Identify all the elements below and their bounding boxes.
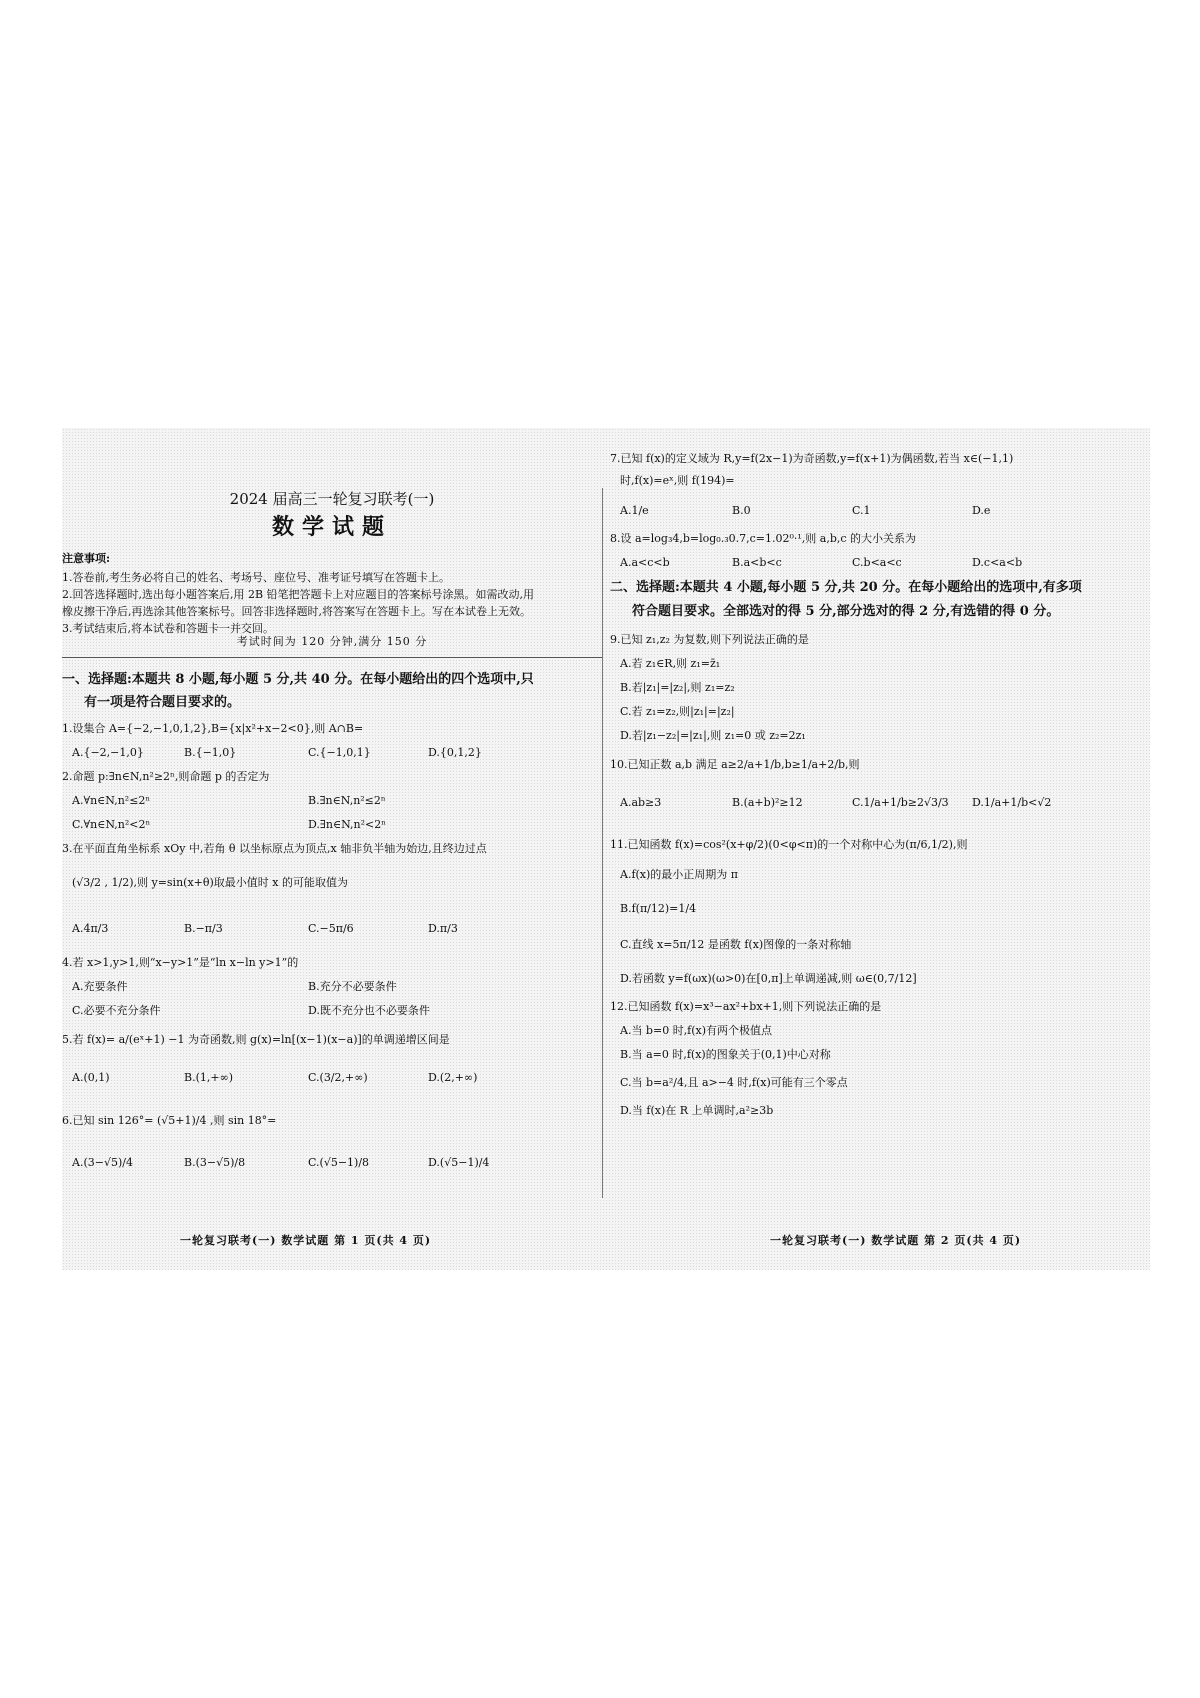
q9-option-d: D.若|z₁−z₂|=|z₁|,则 z₁=0 或 z₂=2z₁ — [620, 729, 806, 742]
exam-subject: 数学试题 — [271, 514, 392, 540]
q4-option-c: C.必要不充分条件 — [72, 1004, 161, 1017]
q11-option-b: B.f(π/12)=1/4 — [620, 902, 697, 915]
q3-option-c: C.−5π/6 — [308, 922, 354, 935]
q10-option-b: B.(a+b)²≥12 — [732, 796, 803, 809]
q4-option-a: A.充要条件 — [72, 980, 128, 993]
q3-stem-cont: (√3/2 , 1/2),则 y=sin(x+θ)取最小值时 x 的可能取值为 — [72, 876, 348, 889]
q3-option-a: A.4π/3 — [72, 922, 109, 935]
page-1-footer: 一轮复习联考(一) 数学试题 第 1 页(共 4 页) — [180, 1234, 432, 1247]
q4-option-b: B.充分不必要条件 — [308, 980, 397, 993]
q12-option-d: D.当 f(x)在 R 上单调时,a²≥3b — [620, 1104, 774, 1117]
note-2-cont: 橡皮擦干净后,再选涂其他答案标号。回答非选择题时,将答案写在答题卡上。写在本试卷上无效。 — [62, 605, 531, 618]
q5-option-c: C.(3/2,+∞) — [308, 1071, 368, 1084]
section-2-heading: 二、选择题:本题共 4 小题,每小题 5 分,共 20 分。在每小题给出的选项中,有多项 — [610, 580, 1082, 595]
q8-option-d: D.c<a<b — [972, 556, 1023, 569]
q11-option-d: D.若函数 y=f(ωx)(ω>0)在[0,π]上单调递减,则 ω∈(0,7/12] — [620, 972, 917, 985]
q9-option-b: B.若|z₁|=|z₂|,则 z₁=z₂ — [620, 681, 735, 694]
q11-option-a: A.f(x)的最小正周期为 π — [620, 868, 739, 881]
q10-stem: 10.已知正数 a,b 满足 a≥2/a+1/b,b≥1/a+2/b,则 — [610, 758, 860, 771]
q8-option-c: C.b<a<c — [852, 556, 902, 569]
q8-stem: 8.设 a=log₃4,b=log₀.₃0.7,c=1.02⁰·¹,则 a,b,c 的大小关系为 — [610, 532, 917, 545]
q6-option-d: D.(√5−1)/4 — [428, 1156, 490, 1169]
q1-option-c: C.{−1,0,1} — [308, 746, 371, 759]
q11-option-c: C.直线 x=5π/12 是函数 f(x)图像的一条对称轴 — [620, 938, 852, 951]
q6-option-b: B.(3−√5)/8 — [184, 1156, 246, 1169]
q8-option-a: A.a<c<b — [620, 556, 670, 569]
q7-option-c: C.1 — [852, 504, 871, 517]
q12-option-b: B.当 a=0 时,f(x)的图象关于(0,1)中心对称 — [620, 1048, 831, 1061]
exam-time: 考试时间为 120 分钟,满分 150 分 — [236, 635, 428, 648]
q10-option-d: D.1/a+1/b<√2 — [972, 796, 1052, 809]
q5-option-a: A.(0,1) — [72, 1071, 110, 1084]
q5-stem: 5.若 f(x)= a/(eˣ+1) −1 为奇函数,则 g(x)=ln[(x−1)(x−a)]的单调递增区间是 — [62, 1033, 450, 1046]
q12-option-c: C.当 b=a²/4,且 a>−4 时,f(x)可能有三个零点 — [620, 1076, 848, 1089]
page-2 — [610, 428, 1150, 1270]
page-divider — [602, 488, 603, 1198]
q9-option-c: C.若 z₁=z₂,则|z₁|=|z₂| — [620, 705, 735, 718]
q2-option-a: A.∀n∈N,n²≤2ⁿ — [72, 794, 151, 807]
q7-option-d: D.e — [972, 504, 991, 517]
q2-option-c: C.∀n∈N,n²<2ⁿ — [72, 818, 151, 831]
section-2-heading-cont: 符合题目要求。全部选对的得 5 分,部分选对的得 2 分,有选错的得 0 分。 — [632, 604, 1060, 619]
exam-sheet — [62, 428, 1150, 1270]
q3-stem: 3.在平面直角坐标系 xOy 中,若角 θ 以坐标原点为顶点,x 轴非负半轴为始边,且终边过点 — [62, 842, 487, 855]
q8-option-b: B.a<b<c — [732, 556, 782, 569]
q9-stem: 9.已知 z₁,z₂ 为复数,则下列说法正确的是 — [610, 633, 809, 646]
note-1: 1.答卷前,考生务必将自己的姓名、考场号、座位号、准考证号填写在答题卡上。 — [62, 571, 450, 584]
q7-option-a: A.1/e — [620, 504, 649, 517]
q3-option-b: B.−π/3 — [184, 922, 223, 935]
divider-line — [62, 657, 602, 658]
q11-stem: 11.已知函数 f(x)=cos²(x+φ/2)(0<φ<π)的一个对称中心为(π/6,1/2),则 — [610, 838, 968, 851]
exam-title: 2024 届高三一轮复习联考(一) — [229, 490, 435, 508]
q10-option-a: A.ab≥3 — [620, 796, 662, 809]
q1-stem: 1.设集合 A={−2,−1,0,1,2},B={x|x²+x−2<0},则 A∩B= — [62, 722, 364, 735]
q2-stem: 2.命题 p:∃n∈N,n²≥2ⁿ,则命题 p 的否定为 — [62, 770, 270, 783]
q6-option-a: A.(3−√5)/4 — [72, 1156, 133, 1169]
q7-stem-cont: 时,f(x)=eˣ,则 f(194)= — [620, 474, 735, 487]
q4-stem: 4.若 x>1,y>1,则“x−y>1”是“ln x−ln y>1”的 — [62, 956, 299, 969]
note-2: 2.回答选择题时,选出每小题答案后,用 2B 铅笔把答题卡上对应题目的答案标号涂黑。如需改动,用 — [62, 588, 535, 601]
page-1 — [62, 428, 602, 1270]
q7-stem: 7.已知 f(x)的定义域为 R,y=f(2x−1)为奇函数,y=f(x+1)为偶函数,若当 x∈(−1,1) — [610, 452, 1014, 465]
q1-option-b: B.{−1,0} — [184, 746, 237, 759]
q6-stem: 6.已知 sin 126°= (√5+1)/4 ,则 sin 18°= — [62, 1114, 277, 1127]
q5-option-d: D.(2,+∞) — [428, 1071, 478, 1084]
section-1-heading-cont: 有一项是符合题目要求的。 — [84, 695, 241, 710]
notes-title: 注意事项: — [62, 552, 111, 565]
q3-option-d: D.π/3 — [428, 922, 458, 935]
q4-option-d: D.既不充分也不必要条件 — [308, 1004, 430, 1017]
note-3: 3.考试结束后,将本试卷和答题卡一并交回。 — [62, 622, 274, 635]
q7-option-b: B.0 — [732, 504, 751, 517]
q1-option-a: A.{−2,−1,0} — [72, 746, 144, 759]
q12-stem: 12.已知函数 f(x)=x³−ax²+bx+1,则下列说法正确的是 — [610, 1000, 882, 1013]
q2-option-d: D.∃n∈N,n²<2ⁿ — [308, 818, 387, 831]
q10-option-c: C.1/a+1/b≥2√3/3 — [852, 796, 949, 809]
q12-option-a: A.当 b=0 时,f(x)有两个极值点 — [620, 1024, 773, 1037]
q6-option-c: C.(√5−1)/8 — [308, 1156, 370, 1169]
section-1-heading: 一、选择题:本题共 8 小题,每小题 5 分,共 40 分。在每小题给出的四个选项中,只 — [62, 672, 534, 687]
q9-option-a: A.若 z₁∈R,则 z₁=z̄₁ — [620, 657, 721, 670]
q1-option-d: D.{0,1,2} — [428, 746, 482, 759]
q2-option-b: B.∃n∈N,n²≤2ⁿ — [308, 794, 386, 807]
page-2-footer: 一轮复习联考(一) 数学试题 第 2 页(共 4 页) — [770, 1234, 1022, 1247]
q5-option-b: B.(1,+∞) — [184, 1071, 234, 1084]
